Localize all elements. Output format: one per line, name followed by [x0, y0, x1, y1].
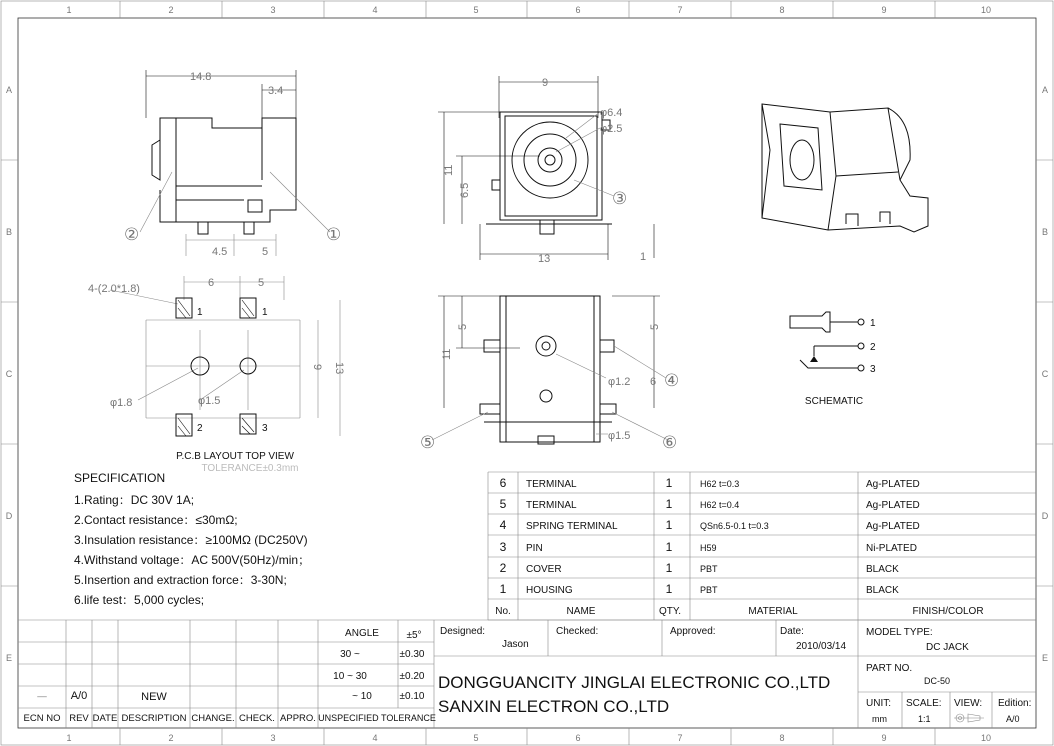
zone-col-10: 10: [980, 5, 992, 15]
bom-name: COVER: [526, 564, 562, 575]
tol-range-2: 10 ~ 30: [333, 671, 367, 682]
model-type-label: MODEL TYPE:: [866, 627, 933, 638]
approved-label: Approved:: [670, 626, 716, 637]
front-dim-center: 6.5: [459, 182, 471, 198]
bom-finish: Ag-PLATED: [866, 479, 920, 490]
rev-header-rev: REV: [69, 713, 89, 724]
bom-qty: 1: [665, 518, 673, 532]
spec-item-3: 3.Insulation resistance：≥100MΩ (DC250V): [74, 533, 308, 547]
part-no-value: DC-50: [924, 676, 951, 686]
front-dim-pin-dia: φ2.5: [600, 123, 623, 135]
bom-qty: 1: [665, 540, 673, 554]
spec-item-4: 4.Withstand voltage：AC 500V(50Hz)/min；: [74, 553, 311, 567]
rev-value: A/0: [70, 690, 88, 702]
company-block: [438, 673, 830, 716]
rev-header-change: CHANGE.: [191, 713, 235, 724]
bom-header-finish: FINISH/COLOR: [912, 606, 984, 617]
front-dim-outer-dia: φ6.4: [600, 107, 623, 119]
rev-header-appro: APPRO.: [280, 713, 316, 724]
spec-item-1: 1.Rating：DC 30V 1A;: [74, 493, 195, 507]
rev-ecn: —: [37, 691, 47, 702]
date-label: Date:: [780, 626, 804, 637]
zone-row-b-right: B: [1041, 227, 1049, 237]
company-line-2: SANXIN ELECTRON CO.,LTD: [438, 697, 670, 716]
bottom-view: [420, 296, 679, 452]
pcb-dim-pitch-a: 6: [208, 277, 215, 289]
schematic-contact-arrow-icon: [810, 356, 818, 362]
callout-2-side: ②: [124, 225, 140, 244]
zone-col-4: 4: [372, 5, 378, 15]
side-view: [124, 70, 341, 258]
zone-col-3: 3: [270, 5, 276, 15]
side-dim-length: 14.8: [190, 71, 212, 83]
scale-label: SCALE:: [906, 698, 942, 709]
zone-col-7-bottom: 7: [677, 733, 683, 743]
tol-angle-value: ±5°: [406, 630, 422, 641]
schematic-pin-2: 2: [870, 342, 876, 353]
side-dim-pitch-a: 4.5: [212, 246, 228, 258]
zone-col-5-bottom: 5: [473, 733, 479, 743]
pcb-pin-3: 3: [262, 423, 268, 434]
callout-1-side: ①: [326, 225, 342, 244]
zone-row-d: D: [5, 511, 13, 521]
bom-qty: 1: [665, 476, 673, 490]
designed-label: Designed:: [440, 626, 486, 637]
zone-row-a-right: A: [1041, 85, 1049, 95]
bom-qty: 1: [665, 582, 673, 596]
zone-col-6: 6: [575, 5, 581, 15]
company-line-1: DONGGUANCITY JINGLAI ELECTRONIC CO.,LTD: [438, 673, 831, 692]
date-value: 2010/03/14: [796, 641, 847, 652]
bom-no: 1: [499, 582, 507, 596]
bom-name: TERMINAL: [526, 479, 577, 490]
side-dim-tip: 3.4: [268, 85, 284, 97]
pcb-dim-pitch-b: 5: [258, 277, 265, 289]
bom-qty: 1: [665, 561, 673, 575]
bom-table: [488, 472, 1036, 620]
pcb-dim-hole-a: φ1.8: [110, 397, 133, 409]
zone-row-e: E: [5, 653, 13, 663]
bottom-dim-height: 11: [441, 348, 453, 360]
tol-range-3: ~ 10: [352, 691, 372, 702]
bom-material: QSn6.5-0.1 t=0.3: [700, 521, 769, 531]
zone-col-6-bottom: 6: [575, 733, 581, 743]
bom-header-name: NAME: [566, 606, 596, 617]
inner-frame: [18, 18, 1036, 728]
bom-header-no: No.: [495, 606, 511, 617]
bom-no: 6: [499, 476, 507, 490]
spec-item-2: 2.Contact resistance：≤30mΩ;: [74, 513, 238, 527]
zone-col-9-bottom: 9: [881, 733, 887, 743]
designed-value: Jason: [502, 639, 529, 650]
bom-finish: Ag-PLATED: [866, 500, 920, 511]
zone-col-3-bottom: 3: [270, 733, 276, 743]
zone-col-1: 1: [66, 5, 72, 15]
bom-name: TERMINAL: [526, 500, 577, 511]
front-dim-width: 9: [542, 77, 549, 89]
pcb-dim-height-a: 9: [311, 364, 323, 371]
bom-no: 2: [499, 561, 507, 575]
title-block: [866, 627, 1031, 724]
schematic: [790, 312, 876, 407]
bom-finish: BLACK: [866, 585, 899, 596]
zone-col-2: 2: [168, 5, 174, 15]
bom-header-qty: QTY.: [658, 606, 682, 617]
bom-finish: Ni-PLATED: [866, 543, 917, 554]
bom-no: 5: [499, 497, 507, 511]
bom-header-material: MATERIAL: [748, 606, 798, 617]
schematic-pin-3: 3: [870, 364, 876, 375]
callout-4-bottom: ④: [664, 371, 680, 390]
bom-material: PBT: [700, 585, 718, 595]
zone-col-7: 7: [677, 5, 683, 15]
pcb-dim-height-b: 13: [333, 362, 345, 375]
tol-range-1: 30 ~: [340, 649, 360, 660]
unit-value: mm: [872, 714, 887, 724]
bom-no: 4: [499, 518, 507, 532]
zone-row-e-right: E: [1041, 653, 1049, 663]
pcb-title: P.C.B LAYOUT TOP VIEW: [176, 451, 294, 462]
front-dim-height: 11: [443, 164, 455, 176]
pcb-tolerance: TOLERANCE±0.3mm: [201, 463, 299, 474]
rev-header-date: DATE: [92, 713, 118, 724]
zone-col-9: 9: [881, 5, 887, 15]
callout-6-bottom: ⑥: [662, 433, 678, 452]
zone-row-c: C: [5, 369, 13, 379]
zone-row-c-right: C: [1041, 369, 1049, 379]
bottom-dim-right: 5: [649, 323, 661, 330]
front-dim-base: 13: [538, 253, 551, 265]
pcb-pin-1b: 1: [262, 307, 268, 318]
zone-col-10-bottom: 10: [980, 733, 992, 743]
bottom-dim-hole-dia: φ1.5: [608, 430, 631, 442]
pcb-pin-1a: 1: [197, 307, 203, 318]
callout-5-bottom: ⑤: [420, 433, 436, 452]
bottom-dim-left: 5: [457, 323, 469, 330]
zone-row-d-right: D: [1041, 511, 1049, 521]
rev-header-description: DESCRIPTION: [121, 713, 187, 724]
zone-row-a: A: [5, 85, 13, 95]
tol-value-1: ±0.30: [399, 649, 425, 660]
bom-name: PIN: [526, 543, 543, 554]
bom-name: HOUSING: [526, 585, 573, 596]
isometric-view: [762, 104, 928, 232]
bom-material: H62 t=0.4: [700, 500, 740, 510]
front-dim-offset: 1: [640, 251, 647, 263]
zone-col-8-bottom: 8: [779, 733, 785, 743]
bom-finish: BLACK: [866, 564, 899, 575]
specification: [74, 471, 310, 607]
edition-value: A/0: [1006, 714, 1020, 724]
tol-angle-label: ANGLE: [345, 628, 379, 639]
bom-material: PBT: [700, 564, 718, 574]
rev-description: NEW: [141, 691, 167, 703]
spec-title: SPECIFICATION: [74, 471, 166, 485]
bom-finish: Ag-PLATED: [866, 521, 920, 532]
schematic-label: SCHEMATIC: [804, 396, 864, 407]
bottom-dim-side: 6: [650, 376, 657, 388]
checked-label: Checked:: [556, 626, 599, 637]
rev-header-ecn: ECN NO: [23, 713, 61, 724]
projection-symbol-icon: [954, 714, 984, 722]
bom-material: H62 t=0.3: [700, 479, 740, 489]
side-dim-pitch-b: 5: [262, 246, 269, 258]
spec-item-5: 5.Insertion and extraction force：3-30N;: [74, 573, 287, 587]
schematic-pin-1: 1: [870, 318, 876, 329]
bom-name: SPRING TERMINAL: [526, 521, 618, 532]
tol-value-3: ±0.10: [399, 691, 425, 702]
zone-col-8: 8: [779, 5, 785, 15]
pcb-layout: [88, 276, 345, 474]
view-label: VIEW:: [954, 698, 983, 709]
revision-block: [24, 690, 316, 724]
edition-label: Edition:: [998, 698, 1032, 709]
tol-footer: UNSPECIFIED TOLERANCE: [318, 713, 436, 723]
callout-3-front: ③: [612, 189, 628, 208]
tol-value-2: ±0.20: [399, 671, 425, 682]
zone-col-5: 5: [473, 5, 479, 15]
spec-item-6: 6.life test：5,000 cycles;: [74, 593, 205, 607]
part-no-label: PART NO.: [866, 663, 913, 674]
zone-col-2-bottom: 2: [168, 733, 174, 743]
pcb-dim-hole-b: φ1.5: [198, 395, 221, 407]
bom-no: 3: [499, 540, 507, 554]
pcb-dim-pads: 4-(2.0*1.8): [88, 283, 140, 295]
zone-col-1-bottom: 1: [66, 733, 72, 743]
bom-qty: 1: [665, 497, 673, 511]
unit-label: UNIT:: [866, 698, 891, 709]
zone-col-4-bottom: 4: [372, 733, 378, 743]
scale-value: 1:1: [918, 714, 931, 724]
zone-row-b: B: [5, 227, 13, 237]
model-type-value: DC JACK: [926, 642, 969, 653]
bom-material: H59: [700, 543, 717, 553]
signoff-block: [440, 626, 846, 652]
rev-header-check: CHECK.: [239, 713, 275, 724]
bottom-dim-pin-dia: φ1.2: [608, 376, 631, 388]
front-view: [438, 76, 654, 265]
pcb-pin-2: 2: [197, 423, 203, 434]
